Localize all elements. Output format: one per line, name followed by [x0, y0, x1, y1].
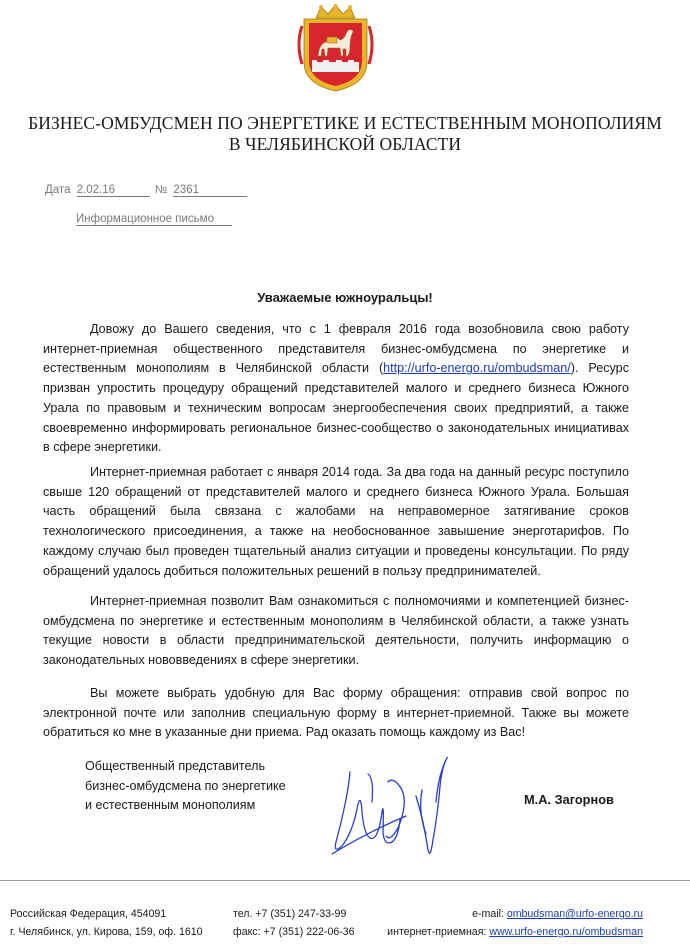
footer-address-line2: г. Челябинск, ул. Кирова, 159, оф. 1610: [10, 925, 203, 938]
paragraph-4: Вы можете выбрать удобную для Вас форму обращения: отправив свой вопрос по электронной почте или заполнив специальную форму в интернет-приемной. Также вы можете обратиться ко мне в указанные дни приема. Рад оказать помощь каждому из Вас!: [43, 686, 629, 740]
number-label: №: [154, 184, 168, 196]
paragraph-3: Интернет-приемная позволит Вам ознакомиться с полномочиями и компетенцией бизнес-омбудсмена по энергетике и естественным монополиям в Челябинской области, а также узнать текущие новости в области предпринимательской деятельности, получить информацию о законодательных нововведениях в сфере энергетики.: [43, 594, 629, 668]
organization-title-line1: БИЗНЕС-ОМБУДСМЕН ПО ЭНЕРГЕТИКЕ И ЕСТЕСТВЕННЫМ МОНОПОЛИЯМ: [28, 113, 662, 133]
paragraph-1-text-before-link: Довожу до Вашего сведения, что с 1 февраля 2016 года возобновила свою работу интернет-приемная общественного представителя бизнес-омбудсмена по энергетике и естественным монополиям в Челябинской области (: [43, 322, 629, 376]
signatory-title: [85, 757, 286, 816]
email-label: e-mail:: [472, 908, 507, 920]
chelyabinsk-coat-of-arms-icon: [288, 4, 383, 92]
footer-contacts: [387, 906, 643, 941]
number-value: 2361: [173, 184, 247, 197]
paragraph-1: [43, 320, 629, 458]
footer-address: [10, 906, 203, 941]
paragraph-1-text-after-link: ). Ресурс призван упростить процедуру обращений представителей малого и среднего бизнеса Южного Урала по правовым и техническим вопросам энергообеспечения своих предприятий, а также своевременно информировать региональное бизнес-сообщество о законодательных инициативах в сфере энергетики.: [43, 361, 629, 455]
date-label: Дата: [45, 184, 71, 196]
letter-type: Информационное письмо: [76, 213, 232, 226]
date-number-row: [45, 184, 247, 197]
footer-fax: факс: +7 (351) 222-06-36: [233, 925, 355, 938]
greeting: Уважаемые южноуральцы!: [257, 290, 433, 305]
signatory-title-line2: бизнес-омбудсмена по энергетике: [85, 778, 286, 793]
web-label: интернет-приемная:: [387, 925, 490, 938]
ombudsman-site-link[interactable]: http://urfo-energo.ru/ombudsman/: [383, 361, 571, 376]
date-value: 2.02.16: [77, 184, 150, 197]
footer-divider: [0, 880, 690, 881]
footer-web-row: [387, 924, 643, 942]
handwritten-signature-icon: [328, 742, 463, 860]
paragraph-2: Интернет-приемная работает с января 2014 года. За два года на данный ресурс поступило свыше 120 обращений от представителей малого и среднего бизнеса Южного Урала. Большая часть обращений была связана с жалобами на неправомерное затягивание сроков технологического присоединения, а также на необоснованное завышение энерготарифов. По каждому случаю был проведен тщательный анализ ситуации и проведены консультации. По ряду обращений удалось добиться положительных решений в пользу предпринимателей.: [43, 465, 629, 578]
organization-title-line2: В ЧЕЛЯБИНСКОЙ ОБЛАСТИ: [228, 134, 462, 154]
signatory-name: М.А. Загорнов: [524, 792, 614, 807]
signatory-title-line1: Общественный представитель: [85, 759, 266, 773]
signatory-title-line3: и естественным монополиям: [85, 798, 256, 812]
web-reception-link[interactable]: www.urfo-energo.ru/ombudsman: [489, 925, 643, 938]
footer-phones: [233, 906, 355, 941]
footer-phone: тел. +7 (351) 247-33-99: [233, 908, 347, 920]
email-link[interactable]: ombudsman@urfo-energo.ru: [506, 908, 643, 920]
footer-email-row: [387, 906, 643, 924]
footer-address-line1: Российская Федерация, 454091: [10, 908, 167, 920]
